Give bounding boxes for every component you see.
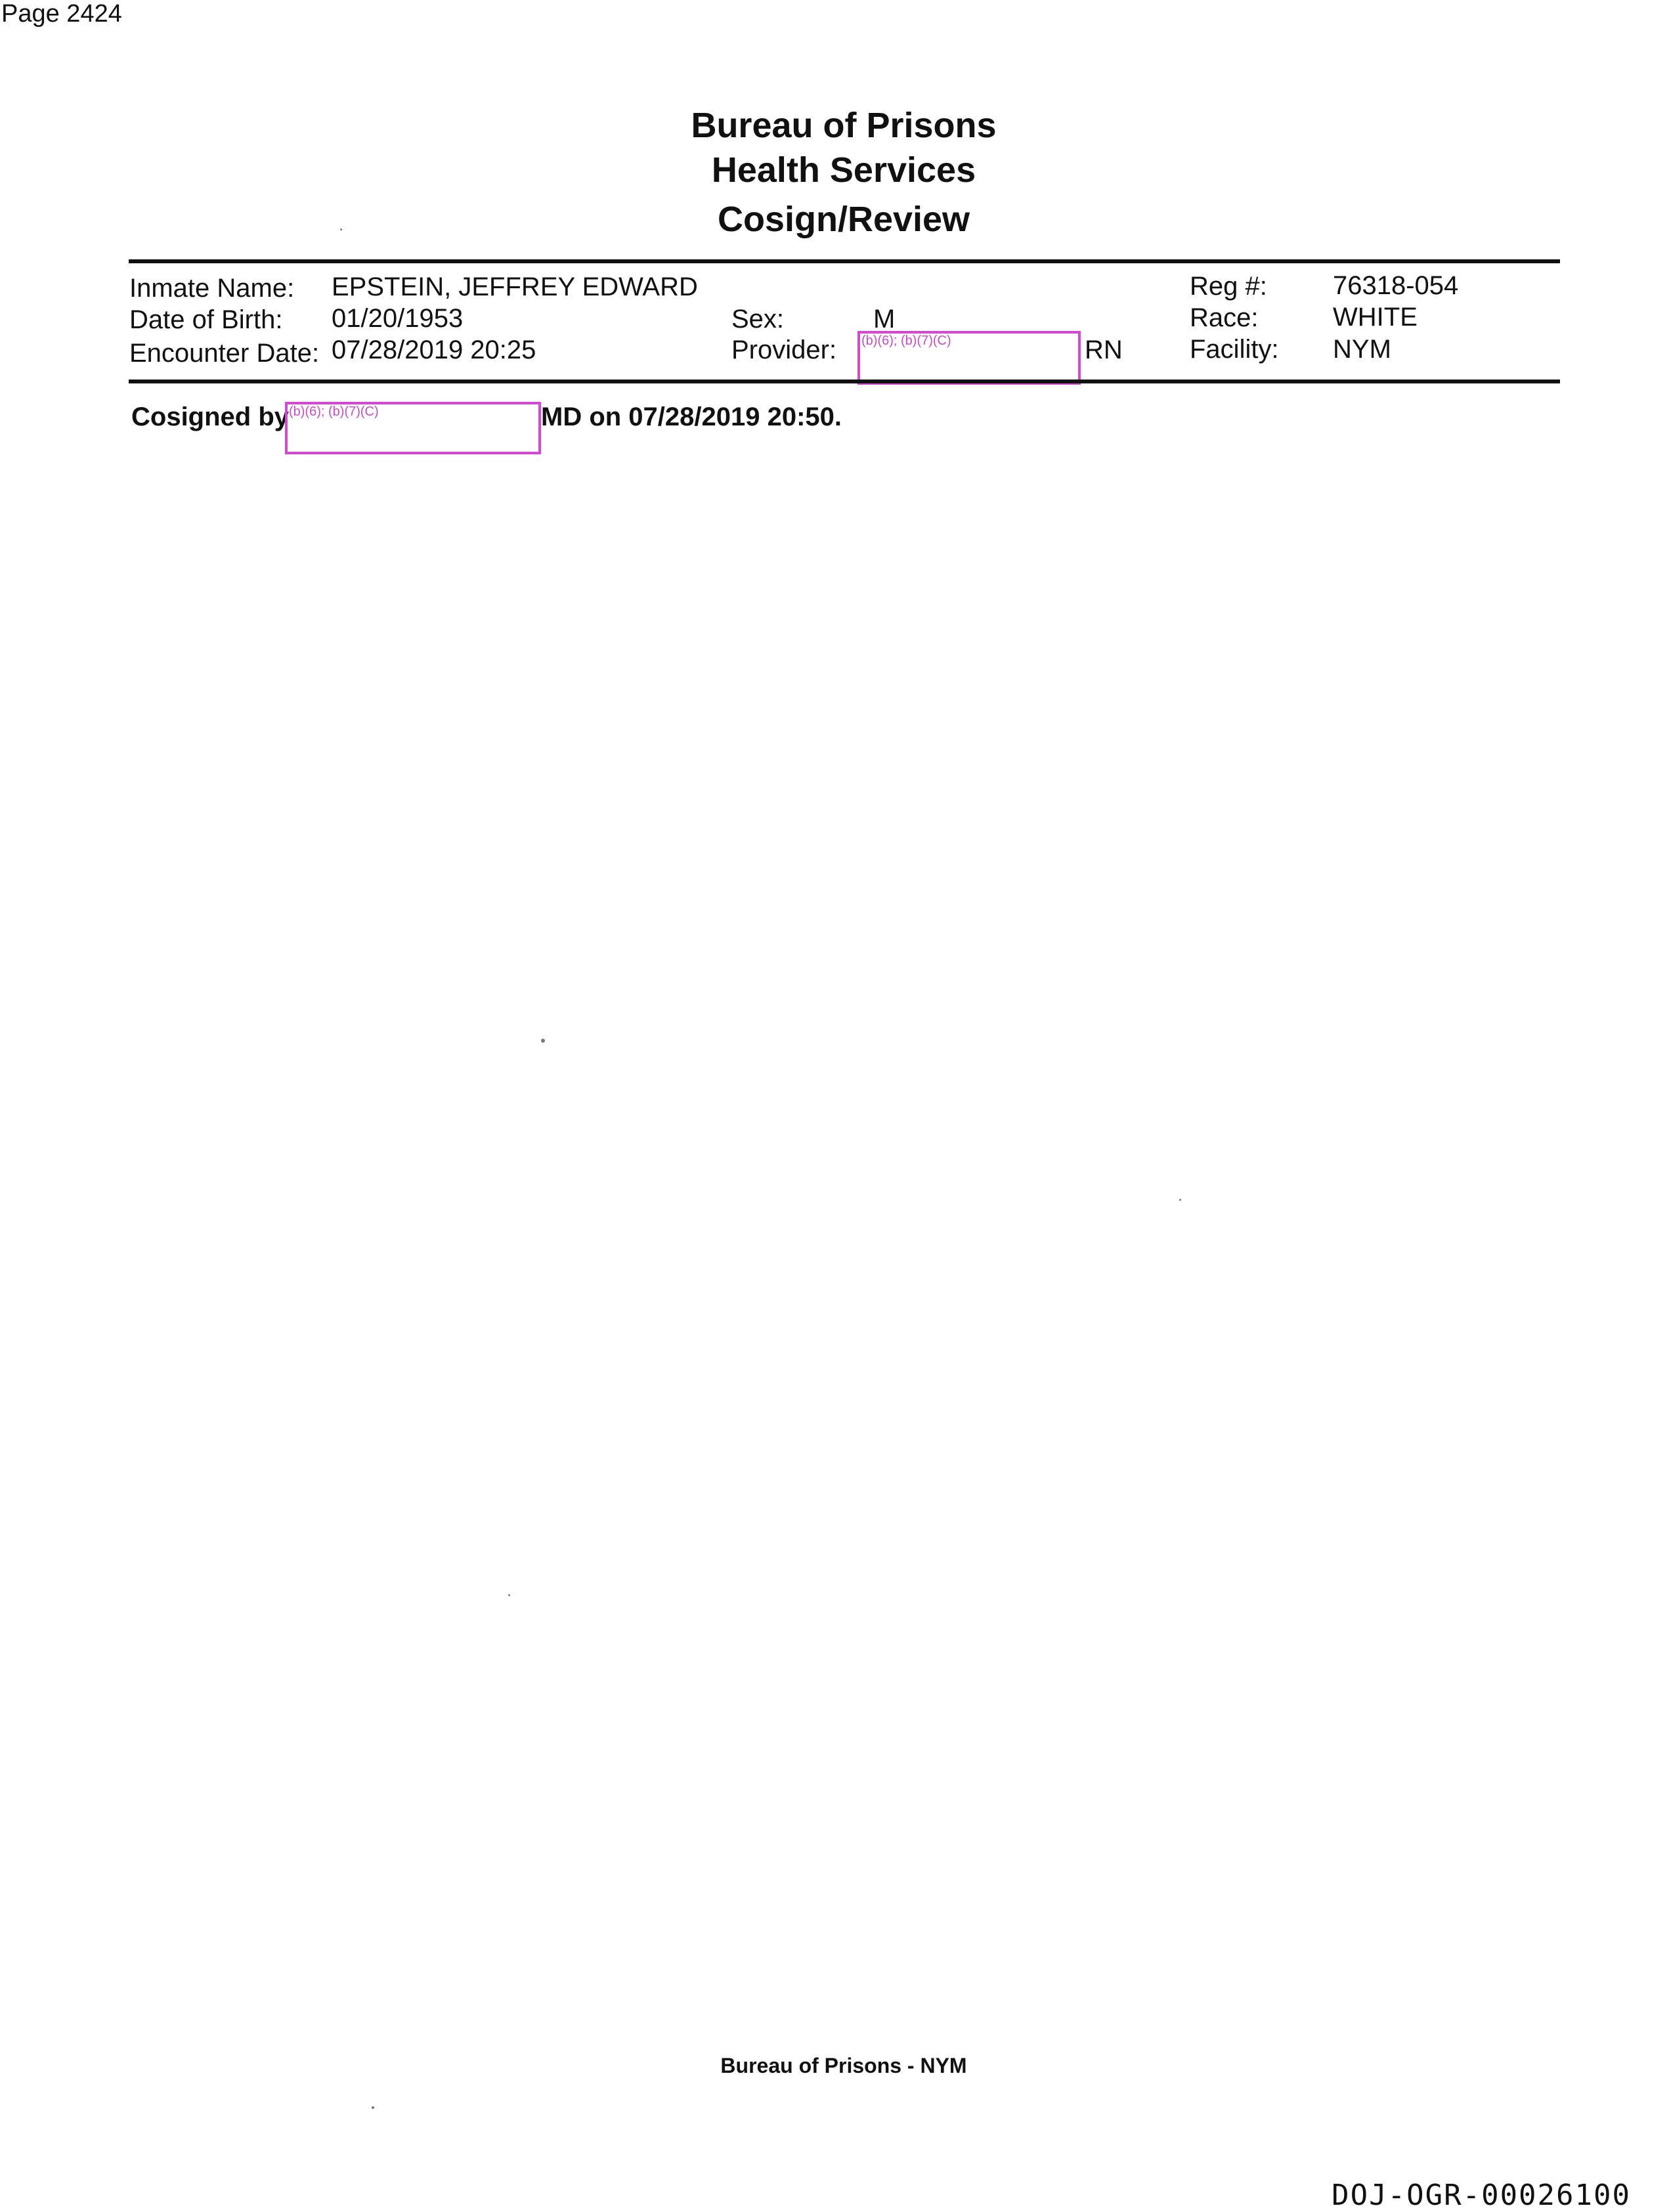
redaction-code: (b)(6); (b)(7)(C): [289, 404, 379, 419]
inmate-name-label: Inmate Name:: [129, 274, 295, 303]
cosigned-by-label: Cosigned by: [131, 402, 290, 431]
page-footer: Bureau of Prisons - NYM: [720, 2054, 967, 2077]
provider-redaction-box: [857, 331, 1081, 385]
encounter-date-value: 07/28/2019 20:25: [332, 336, 536, 364]
document-title-agency: Bureau of Prisons: [691, 106, 997, 145]
facility-value: NYM: [1333, 335, 1391, 364]
cosigner-redaction-box: [285, 402, 541, 454]
scan-speck: [508, 1594, 510, 1596]
scan-speck: [1179, 1199, 1181, 1201]
bates-number: DOJ-OGR-00026100: [1332, 2179, 1631, 2212]
header-top-rule: [129, 259, 1560, 263]
document-title-department: Health Services: [711, 150, 976, 190]
header-bottom-rule: [129, 380, 1560, 383]
race-value: WHITE: [1333, 303, 1418, 332]
reg-number-value: 76318-054: [1333, 271, 1459, 300]
dob-value: 01/20/1953: [332, 304, 464, 333]
cosign-credential-date: MD on 07/28/2019 20:50.: [541, 402, 842, 431]
provider-label: Provider:: [731, 336, 837, 364]
scan-speck: [372, 2106, 374, 2109]
race-label: Race:: [1190, 303, 1259, 332]
facility-label: Facility:: [1190, 335, 1279, 364]
redaction-code: (b)(6); (b)(7)(C): [861, 334, 951, 348]
document-title-form: Cosign/Review: [717, 200, 970, 239]
reg-number-label: Reg #:: [1190, 272, 1267, 301]
sex-label: Sex:: [731, 305, 785, 334]
scan-speck: [541, 1039, 545, 1043]
inmate-name-value: EPSTEIN, JEFFREY EDWARD: [332, 272, 698, 301]
page-number: Page 2424: [1, 0, 122, 28]
sex-value: M: [873, 305, 896, 334]
scan-speck: [340, 228, 342, 230]
encounter-date-label: Encounter Date:: [129, 339, 320, 368]
dob-label: Date of Birth:: [129, 305, 283, 334]
provider-credential: RN: [1085, 336, 1123, 364]
